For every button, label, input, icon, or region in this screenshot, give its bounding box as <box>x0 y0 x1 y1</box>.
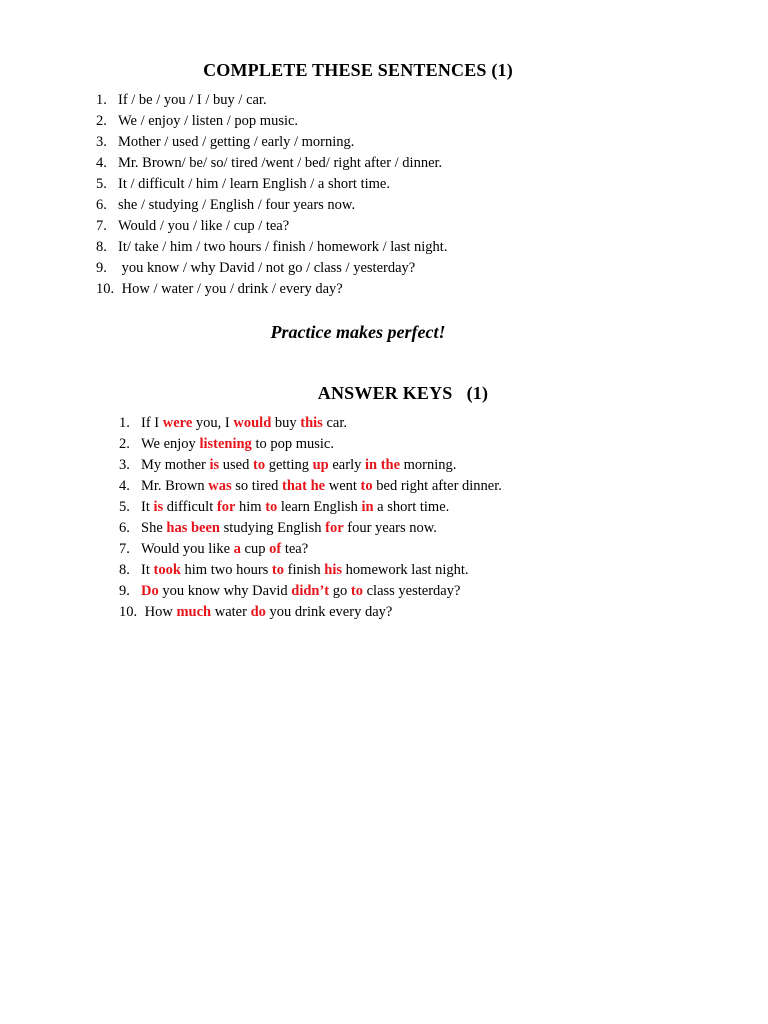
item-text: Would / you / like / cup / tea? <box>118 218 290 234</box>
exercise-item <box>96 237 447 258</box>
item-text: It / difficult / him / learn English / a short time. <box>118 176 390 192</box>
exercise-item <box>96 111 447 132</box>
answer-highlight: is <box>153 499 164 515</box>
answer-text: bed right after dinner. <box>372 478 502 494</box>
item-number: 9. <box>96 260 107 276</box>
item-number: 6. <box>96 197 107 213</box>
answer-text: It <box>141 562 154 578</box>
item-number: 7. <box>96 218 107 234</box>
answer-text: him two hours <box>180 562 272 578</box>
answer-text: used <box>219 457 253 473</box>
answer-item <box>119 476 502 497</box>
answer-text: studying English <box>219 520 326 536</box>
answer-text: If I <box>141 415 163 431</box>
exercise-item <box>96 279 447 300</box>
answer-text: so tired <box>231 478 282 494</box>
answer-highlight: up <box>312 457 329 473</box>
answer-text: morning. <box>400 457 457 473</box>
exercise-item <box>96 174 447 195</box>
answer-item <box>119 455 502 476</box>
item-number: 2. <box>119 436 130 452</box>
answer-text: We enjoy <box>141 436 200 452</box>
item-text: you know / why David / not go / class / yesterday? <box>118 260 416 276</box>
answer-highlight: much <box>176 604 212 620</box>
item-number: 1. <box>119 415 130 431</box>
answer-text: went <box>325 478 361 494</box>
item-number: 5. <box>119 499 130 515</box>
answer-highlight: didn’t <box>291 583 330 599</box>
item-text: How / water / you / drink / every day? <box>118 281 343 297</box>
answer-highlight: for <box>216 499 236 515</box>
exercise-title: COMPLETE THESE SENTENCES (1) <box>203 60 513 80</box>
answer-highlight: was <box>208 478 232 494</box>
item-number: 8. <box>96 239 107 255</box>
exercise-item <box>96 132 447 153</box>
answer-text: Mr. Brown <box>141 478 209 494</box>
answer-highlight: has been <box>166 520 220 536</box>
item-text: Mother / used / getting / early / morning. <box>118 134 355 150</box>
answer-highlight: listening <box>199 436 252 452</box>
answer-highlight: that he <box>282 478 326 494</box>
item-number: 8. <box>119 562 130 578</box>
answer-text: class yesterday? <box>362 583 461 599</box>
answer-item <box>119 434 502 455</box>
answer-text: car. <box>322 415 347 431</box>
answer-item <box>119 497 502 518</box>
answer-text: It <box>141 499 154 515</box>
answer-highlight: his <box>324 562 343 578</box>
answer-highlight: to <box>360 478 373 494</box>
answer-list <box>119 413 502 623</box>
item-number: 4. <box>96 155 107 171</box>
answer-text: a short time. <box>373 499 450 515</box>
item-text: We / enjoy / listen / pop music. <box>118 113 299 129</box>
answer-item <box>119 602 502 623</box>
answer-text: early <box>328 457 365 473</box>
answer-text: She <box>141 520 167 536</box>
answer-text: water <box>211 604 251 620</box>
answer-text: you, I <box>192 415 234 431</box>
answer-text: go <box>329 583 351 599</box>
answer-text: finish <box>284 562 325 578</box>
item-number: 7. <box>119 541 130 557</box>
answer-highlight: do <box>250 604 266 620</box>
answer-text: him <box>235 499 266 515</box>
item-number: 6. <box>119 520 130 536</box>
exercise-item <box>96 153 447 174</box>
answer-highlight: Do <box>141 583 159 599</box>
answer-highlight: to <box>265 499 278 515</box>
item-text: she / studying / English / four years now. <box>118 197 356 213</box>
exercise-item <box>96 216 447 237</box>
exercise-item <box>96 258 447 279</box>
answer-item <box>119 518 502 539</box>
answer-highlight: a <box>233 541 241 557</box>
answer-highlight: this <box>300 415 323 431</box>
item-number: 3. <box>119 457 130 473</box>
item-number: 10. <box>96 281 115 297</box>
item-number: 2. <box>96 113 107 129</box>
item-text: Mr. Brown/ be/ so/ tired /went / bed/ right after / dinner. <box>118 155 443 171</box>
exercise-item <box>96 195 447 216</box>
answer-highlight: took <box>153 562 181 578</box>
answer-highlight: would <box>233 415 272 431</box>
answer-highlight: of <box>269 541 282 557</box>
exercise-item <box>96 90 447 111</box>
item-number: 4. <box>119 478 130 494</box>
item-number: 5. <box>96 176 107 192</box>
answer-highlight: for <box>325 520 344 536</box>
answer-item <box>119 581 502 602</box>
motto-text: Practice makes perfect! <box>270 322 446 342</box>
answer-text: difficult <box>163 499 217 515</box>
answer-highlight: is <box>209 457 220 473</box>
answer-text: you drink every day? <box>265 604 393 620</box>
item-number: 10. <box>119 604 138 620</box>
answer-text: homework last night. <box>342 562 469 578</box>
answer-text: My mother <box>141 457 210 473</box>
exercise-list <box>96 90 447 300</box>
answer-highlight: to <box>252 457 266 473</box>
answer-text: learn English <box>277 499 362 515</box>
answer-text: Would you like <box>141 541 234 557</box>
answer-item <box>119 413 502 434</box>
answer-text: tea? <box>281 541 309 557</box>
answer-highlight: to <box>271 562 285 578</box>
answer-highlight: in the <box>364 457 401 473</box>
answer-text: How <box>141 604 177 620</box>
answer-text: four years now. <box>343 520 437 536</box>
answer-item <box>119 539 502 560</box>
item-number: 1. <box>96 92 107 108</box>
answer-highlight: in <box>361 499 374 515</box>
answer-text: you know why David <box>158 583 292 599</box>
answer-highlight: to <box>350 583 363 599</box>
answer-item <box>119 560 502 581</box>
answer-text: to pop music. <box>251 436 334 452</box>
item-number: 9. <box>119 583 130 599</box>
answer-highlight: were <box>162 415 193 431</box>
item-number: 3. <box>96 134 107 150</box>
answer-text: buy <box>271 415 301 431</box>
item-text: If / be / you / I / buy / car. <box>118 92 267 108</box>
answer-text: cup <box>240 541 270 557</box>
answer-text: getting <box>265 457 313 473</box>
answer-keys-title: ANSWER KEYS (1) <box>317 383 489 403</box>
item-text: It/ take / him / two hours / finish / homework / last night. <box>118 239 448 255</box>
